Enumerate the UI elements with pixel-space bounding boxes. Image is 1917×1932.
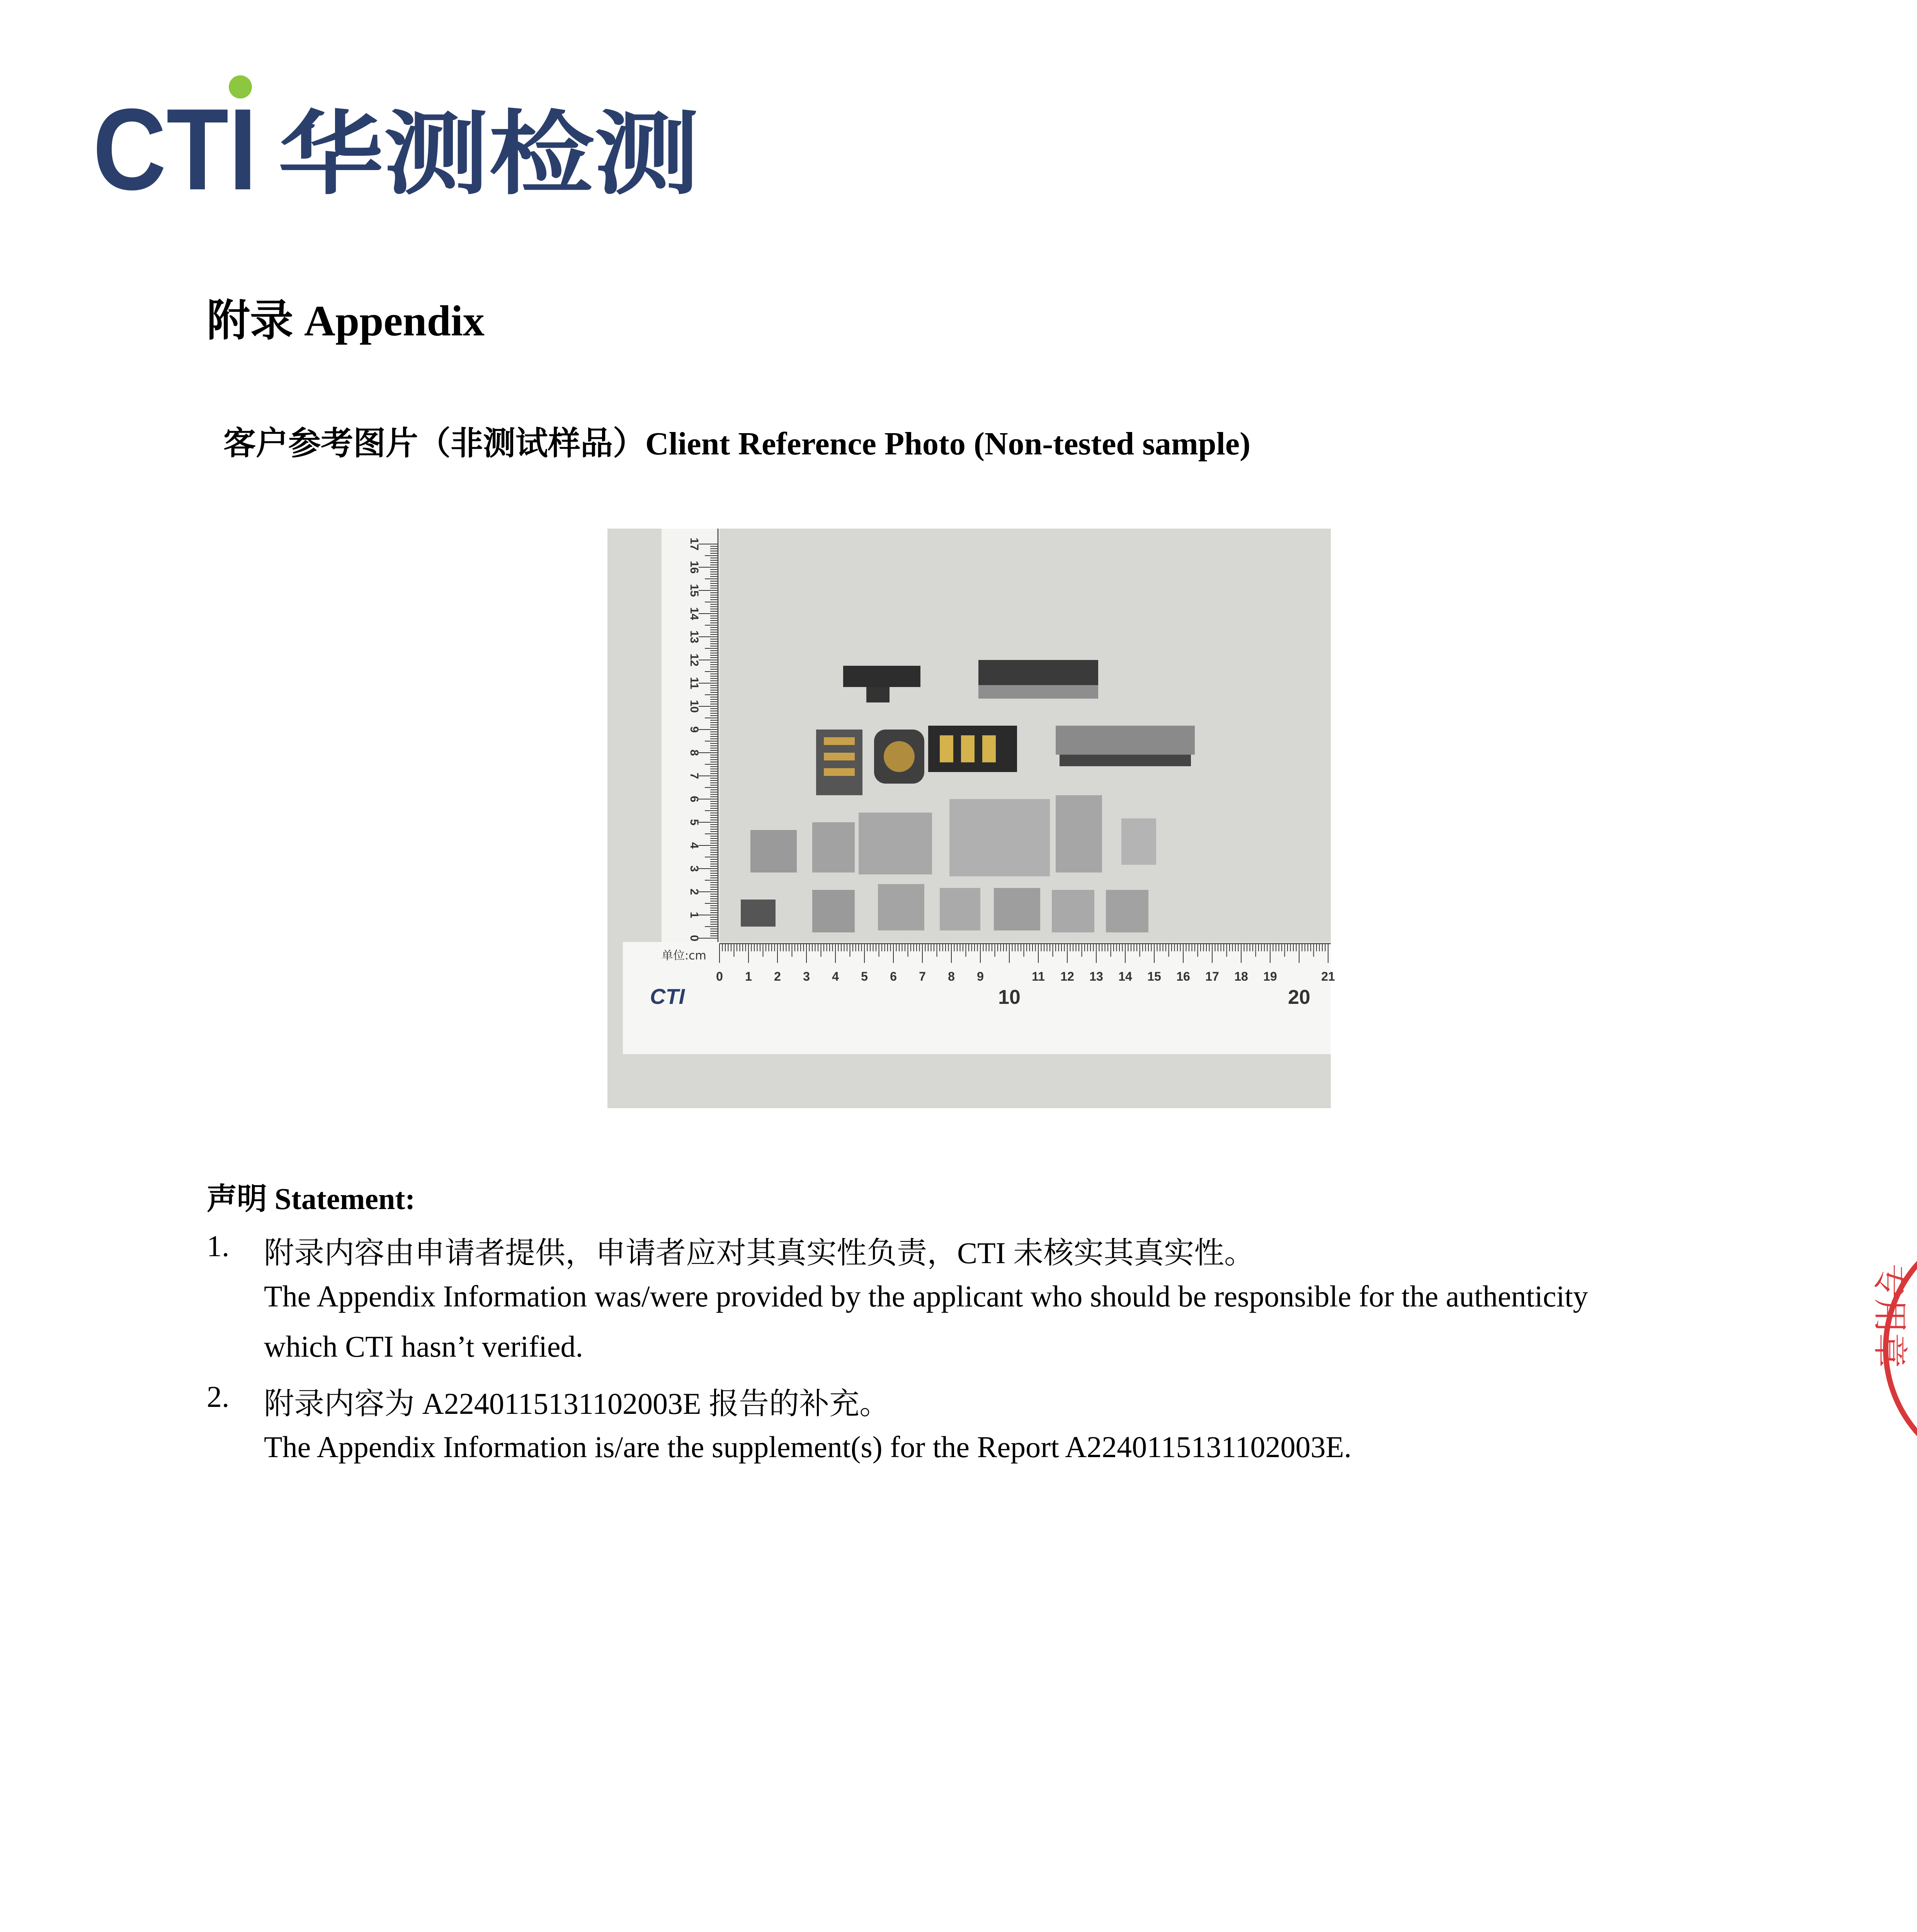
ruler-tick-label: 7: [919, 969, 926, 983]
ruler-tick-label: 20: [1288, 986, 1310, 1009]
ruler-tick-label: 0: [688, 935, 701, 942]
photo-caption: 客户参考图片（非测试样品）Client Reference Photo (Non-tested sample): [223, 426, 1251, 462]
ruler-tick-label: 9: [977, 969, 984, 983]
statement-item-en-continued: which CTI hasn’t verified.: [264, 1330, 583, 1363]
ruler-tick-label: 8: [948, 969, 955, 983]
ruler-tick-label: 13: [1089, 969, 1103, 983]
ruler-tick-label: 17: [1205, 969, 1219, 983]
ruler-tick-label: 4: [688, 842, 701, 849]
logo-text: CTI: [93, 84, 257, 214]
ruler-tick-label: 6: [688, 796, 701, 803]
ruler-tick-label: 5: [688, 819, 701, 826]
ruler-tick-label: 2: [688, 888, 701, 895]
statement-item-en: The Appendix Information was/were provided by the applicant who should be responsible for the authenticity: [264, 1279, 1588, 1313]
ruler-tick-label: 6: [890, 969, 897, 983]
statement-item-cn: 附录内容为 A2240115131102003E 报告的补充。: [264, 1387, 890, 1420]
ruler-tick-label: 4: [832, 969, 839, 983]
statement-item-en: The Appendix Information is/are the supplement(s) for the Report A2240115131102003E.: [264, 1430, 1352, 1464]
ruler-tick-label: 17: [688, 537, 701, 551]
ruler-tick-label: 16: [1176, 969, 1190, 983]
statement-title: 声明 Statement:: [207, 1182, 415, 1216]
client-reference-photo: [607, 529, 1335, 1108]
ruler-tick-label: 13: [688, 630, 701, 643]
ruler-tick-label: 21: [1321, 969, 1335, 983]
ruler-tick-label: 15: [1147, 969, 1161, 983]
ruler-tick-label: 10: [998, 986, 1021, 1009]
ruler-unit-label: 单位:cm: [662, 949, 706, 963]
ruler-tick-label: 0: [716, 969, 723, 983]
company-logo: [93, 70, 703, 214]
appendix-title: 附录 Appendix: [207, 297, 485, 345]
statement-item-number: 1.: [207, 1229, 230, 1263]
ruler-tick-label: 19: [1263, 969, 1277, 983]
ruler-tick-label: 12: [1060, 969, 1074, 983]
ruler-tick-label: 8: [688, 749, 701, 756]
ruler-tick-label: 7: [688, 772, 701, 779]
ruler-tick-label: 15: [688, 584, 701, 597]
ruler-tick-label: 9: [688, 726, 701, 733]
ruler-tick-label: 12: [688, 653, 701, 667]
ruler-tick-label: 3: [803, 969, 810, 983]
statement-item-cn: 附录内容由申请者提供，申请者应对其真实性负责，CTI 未核实其真实性。: [264, 1236, 1255, 1270]
horizontal-ruler: [623, 942, 1331, 1054]
seal-text: 专用章: [1869, 1264, 1910, 1368]
ruler-tick-label: 2: [774, 969, 781, 983]
statement-item-number: 2.: [207, 1380, 230, 1413]
ruler-tick-label: 18: [1234, 969, 1248, 983]
ruler-tick-label: 11: [688, 677, 701, 689]
ruler-tick-label: 10: [688, 700, 701, 713]
company-seal: [1851, 1217, 1917, 1480]
ruler-tick-label: 14: [688, 607, 701, 620]
logo-cn-text: 华测检测: [278, 102, 699, 207]
ruler-brand-logo: CTI: [650, 984, 685, 1009]
ruler-tick-label: 11: [1032, 969, 1045, 983]
ruler-tick-label: 3: [688, 865, 701, 872]
ruler-tick-label: 1: [688, 912, 701, 918]
ruler-tick-label: 14: [1118, 969, 1132, 983]
ruler-tick-label: 16: [688, 561, 701, 574]
ruler-tick-label: 5: [861, 969, 868, 983]
ruler-tick-label: 1: [745, 969, 752, 983]
